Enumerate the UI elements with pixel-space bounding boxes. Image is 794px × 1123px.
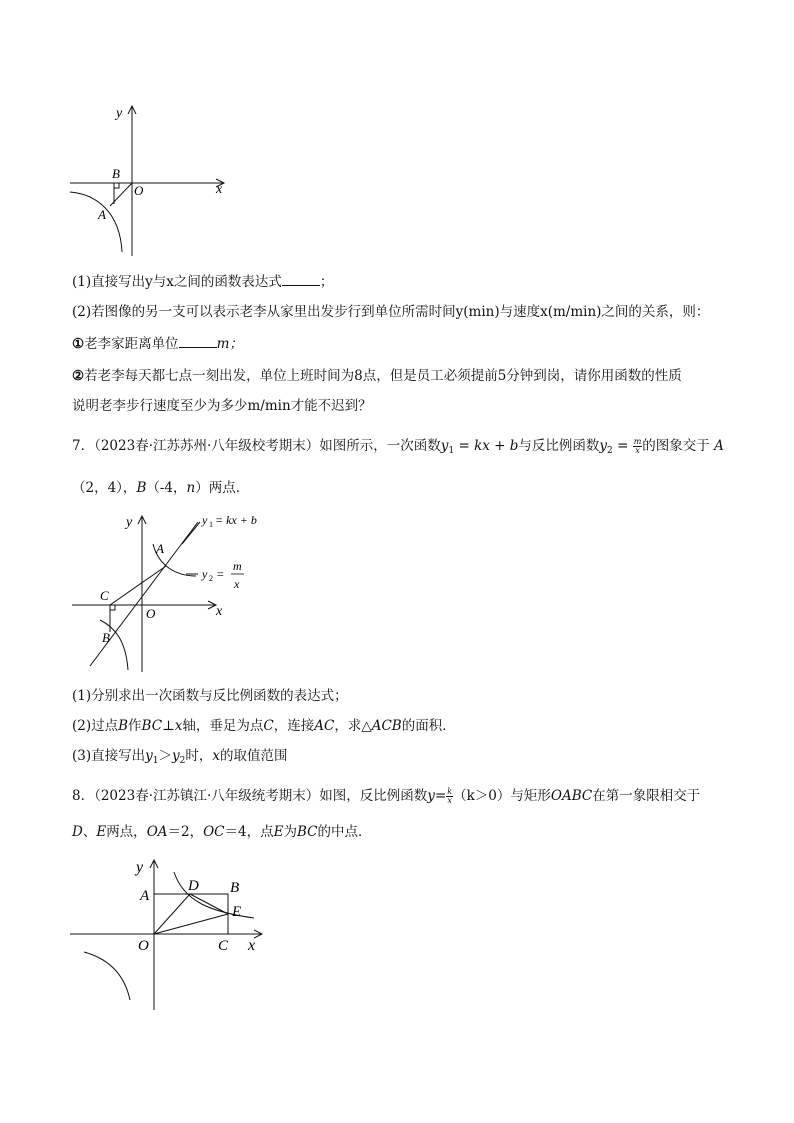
q8-stem-line2: D、E两点，OA＝2，OC＝4，点E为BC的中点． — [72, 824, 372, 840]
svg-text:= kx + b: = kx + b — [215, 513, 257, 527]
q8-hyperbola-branch2 — [84, 952, 130, 1000]
q7-label-x: x — [216, 604, 223, 619]
q8-label-A: A — [140, 888, 150, 904]
q8-label-C: C — [218, 938, 229, 954]
q7-label-y2-eq — [201, 559, 244, 591]
q7-label-O: O — [146, 606, 156, 621]
q6-answer-blank[interactable] — [282, 273, 320, 286]
q6-distance-blank[interactable] — [179, 335, 217, 348]
q7-leader-y1 — [182, 522, 200, 544]
q8-segment-DE — [190, 894, 228, 914]
q8-label-x: x — [248, 937, 256, 954]
q8-label-y: y — [136, 859, 144, 876]
svg-text:y: y — [202, 567, 208, 581]
q6-part1: (1)直接写出y与x之间的函数表达式 ； — [72, 274, 334, 290]
q8-hyperbola-branch1 — [174, 872, 254, 918]
q7-label-y: y — [126, 515, 133, 530]
q6-label-x: x — [216, 182, 223, 197]
q6-label-A: A — [98, 207, 106, 222]
q8-fraction: $\frac{k}{x}$ — [447, 787, 453, 805]
q8-stem-line1: 8．（2023春·江苏镇江·八年级统考期末）如图，反比例函数y= $\frac{k}{x}$ （k＞0）与矩形OABC在第一象限相交于 — [72, 787, 701, 805]
svg-text:x: x — [234, 577, 240, 591]
q8-rectangle-OABC — [154, 894, 228, 934]
q7-part3: (3)直接写出$y_1>y_2$时，x的取值范围 — [72, 748, 288, 766]
q7-hyperbola-branch2 — [100, 620, 128, 670]
svg-text:y: y — [202, 513, 208, 527]
q6-sub2-line1: ②若老李每天都七点一刻出发，单位上班时间为8点，但是员工必须提前5分钟到岗，请你用函数的性质 — [72, 368, 682, 384]
q8-segment-OE — [154, 914, 228, 934]
q7-segment-AC — [110, 566, 166, 605]
q7-label-A: A — [156, 541, 164, 556]
q6-part2: (2)若图像的另一支可以表示老李从家里出发步行到单位所需时间y(min)与速度x(m/min)之间的关系，则： — [72, 304, 710, 320]
svg-text:2: 2 — [209, 574, 213, 583]
q7-label-C: C — [100, 588, 109, 603]
svg-text:1: 1 — [209, 520, 213, 529]
q8-label-E: E — [232, 904, 242, 920]
q8-label-O: O — [138, 938, 149, 954]
q8-label-B: B — [230, 880, 240, 896]
q6-right-angle — [114, 183, 119, 188]
q7-stem-line1: 7．（2023春·江苏苏州·八年级校考期末）如图所示，一次函数$y_1$ = kx + b与反比例函数$y_2$ = $\frac{m}{x}$ 的图象交于 A — [72, 437, 724, 456]
svg-text:=: = — [217, 567, 224, 581]
q8-label-D: D — [188, 878, 199, 894]
q6-label-B: B — [112, 166, 120, 181]
q7-part1: (1)分别求出一次函数与反比例函数的表达式； — [72, 688, 348, 704]
svg-text:m: m — [233, 559, 242, 573]
q8-figure — [66, 852, 276, 1017]
q7-stem-line2: （2，4），B（-4，n）两点． — [72, 480, 250, 496]
q7-figure — [70, 508, 290, 678]
q6-sub2-line2: 说明老李步行速度至少为多少m/min才能不迟到？ — [72, 398, 372, 414]
q6-sub1: ①老李家距离单位 m； — [72, 336, 243, 352]
q7-right-angle — [110, 605, 115, 610]
q6-segment-AO — [110, 183, 132, 206]
q8-segment-OD — [154, 894, 190, 934]
q7-label-y1-eq — [201, 513, 257, 529]
q6-label-O: O — [134, 183, 144, 198]
q6-figure — [66, 100, 236, 260]
q7-fraction: $\frac{m}{x}$ — [633, 437, 642, 455]
q6-label-y: y — [116, 106, 123, 121]
q7-part2: (2)过点B作BC⊥x轴，垂足为点C，连接AC，求△ACB的面积． — [72, 718, 456, 734]
q7-label-B: B — [102, 630, 110, 645]
